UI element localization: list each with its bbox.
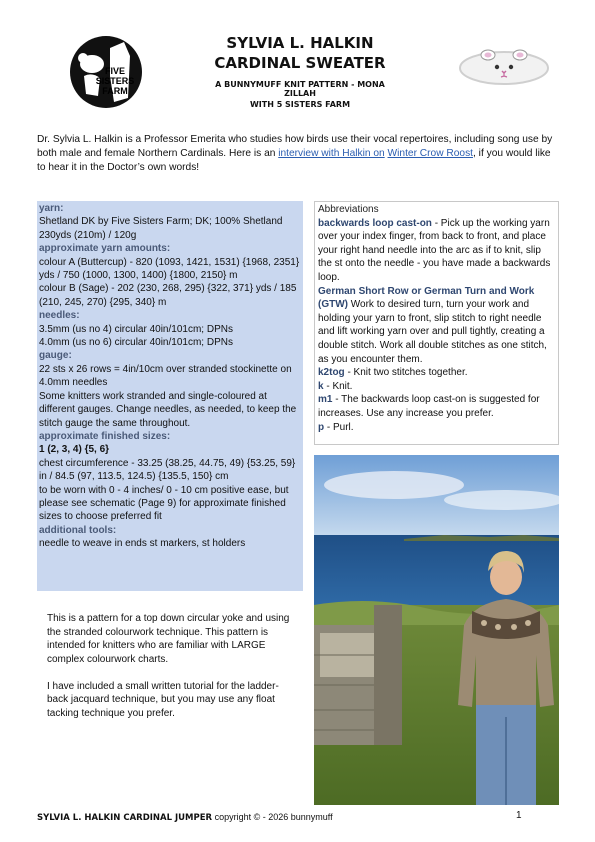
logo-text-line2: SISTERS: [95, 76, 135, 86]
abbr-term: m1: [318, 394, 333, 406]
gauge-line1: 22 sts x 26 rows = 4in/10cm over stranded stockinette on 4.0mm needles: [39, 363, 292, 389]
page-number: 1: [516, 810, 522, 821]
description-paragraph-1: This is a pattern for a top down circular yoke and using the stranded colourwork technique. This pattern is intended for knitters who are familiar with LARGE complex colourwork charts.: [47, 613, 290, 665]
abbr-def: - Knit two stitches together.: [344, 367, 468, 379]
abbr-term: German Short Row or German Turn and Work (GTW): [318, 285, 535, 311]
subtitle-line2: WITH 5 SISTERS FARM: [249, 100, 351, 109]
intro-text-after: , if you would like to hear it in the Doctor’s own words!: [37, 148, 551, 173]
chest-circumference: chest circumference - 33.25 (38.25, 44.75, 49) {53.25, 59} in / 84.5 (97, 113.5, 124.5) {135.5, 150} cm: [39, 457, 296, 483]
logo-text-line1: FIVE: [104, 66, 125, 76]
abbr-item: [318, 393, 555, 420]
model-photo: [314, 455, 559, 805]
sizes-heading: approximate finished sizes:: [39, 430, 171, 442]
abbr-def: - Purl.: [324, 421, 354, 433]
needles-line2: 4.0mm (us no 6) circular 40in/101cm; DPNs: [39, 337, 233, 349]
needles-heading: needles:: [39, 310, 80, 322]
pattern-description: [47, 612, 297, 734]
abbr-item: [318, 285, 555, 367]
winter-crow-roost-link[interactable]: Winter Crow Roost: [387, 148, 474, 159]
footer-copyright: copyright © - 2026 bunnymuff: [212, 812, 333, 822]
abbr-item: [318, 421, 555, 435]
footer-title: SYLVIA L. HALKIN CARDINAL JUMPER: [37, 813, 213, 823]
gauge-heading: gauge:: [39, 350, 72, 362]
needles-line1: 3.5mm (us no 4) circular 40in/101cm; DPNs: [39, 323, 233, 335]
abbr-def: Work to desired turn, turn your work and holding your yarn to front, slip stitch to right needle and lift working yarn over and pull tightly, creating a double stitch. Work all double stitches as one stitch, as you encounter them.: [318, 299, 547, 365]
page-title-line1: SYLVIA L. HALKIN: [226, 34, 374, 52]
interview-link[interactable]: interview with Halkin on: [278, 148, 385, 159]
yarn-amount-colour-a: colour A (Buttercup) - 820 (1093, 1421, 1531) {1968, 2351} yds / 750 (1000, 1300, 1400) {1800, 2150} m: [39, 256, 300, 282]
yarn-amount-colour-b: colour B (Sage) - 202 (230, 268, 295) {322, 371} yds / 185 (210, 245, 270) {295, 340} m: [39, 283, 297, 308]
abbr-term: backwards loop cast-on: [318, 217, 432, 229]
intro-paragraph: [37, 133, 557, 175]
abbr-term: k: [318, 380, 324, 392]
abbr-item: [318, 366, 555, 380]
abbr-term: p: [318, 421, 325, 433]
page-footer: [37, 812, 333, 823]
subtitle-line1: A BUNNYMUFF KNIT PATTERN - MONA ZILLAH: [215, 80, 385, 98]
pattern-specs-box: [37, 201, 303, 591]
yarn-text: Shetland DK by Five Sisters Farm; DK; 100% Shetland 230yds (210m) / 120g: [39, 216, 283, 241]
intro-text-before: Dr. Sylvia L. Halkin is a Professor Emerita who studies how birds use their vocal repertoires, including song use by both male and female Northern Cardinals. Here is an: [37, 134, 553, 159]
abbreviations-heading: Abbreviations: [318, 204, 379, 215]
five-sisters-farm-logo: [70, 36, 142, 108]
abbr-def: - Pick up the working yarn over your index finger, from back to front, and place your right hand needle into the arc as if to knit, slip the st onto the needle - you have made a backwards loop.: [318, 217, 551, 283]
bunny-logo-icon: [458, 46, 550, 86]
abbr-item: [318, 217, 555, 285]
description-paragraph-2: I have included a small written tutorial for the ladder-back jacquard technique, but you may use any float tacking technique you prefer.: [47, 680, 279, 719]
abbreviations-box: [314, 201, 559, 445]
logo-text-line3: FARM: [102, 86, 128, 96]
abbr-item: [318, 380, 555, 394]
abbr-def: - The backwards loop cast-on is suggested for increases. Use any increase you prefer.: [318, 394, 540, 419]
ease-note: to be worn with 0 - 4 inches/ 0 - 10 cm positive ease, but please see schematic (Page 9) for approximate finished sizes to choose preferred fit: [39, 484, 289, 523]
page-title-line2: CARDINAL SWEATER: [214, 54, 386, 72]
sweater-model-photo-illustration: [314, 455, 559, 805]
tools-heading: additional tools:: [39, 524, 117, 536]
yarn-heading: yarn:: [39, 203, 64, 214]
yarn-amounts-heading: approximate yarn amounts:: [39, 243, 171, 255]
tools-text: needle to weave in ends st markers, st holders: [39, 538, 246, 550]
gauge-line2: Some knitters work stranded and single-coloured at different gauges. Change needles, as needed, to keep the stitch gauge the same throughout.: [39, 390, 297, 429]
abbr-term: k2tog: [318, 367, 345, 379]
sizes-list: 1 (2, 3, 4) {5, 6}: [39, 444, 110, 456]
abbr-def: - Knit.: [323, 380, 353, 392]
